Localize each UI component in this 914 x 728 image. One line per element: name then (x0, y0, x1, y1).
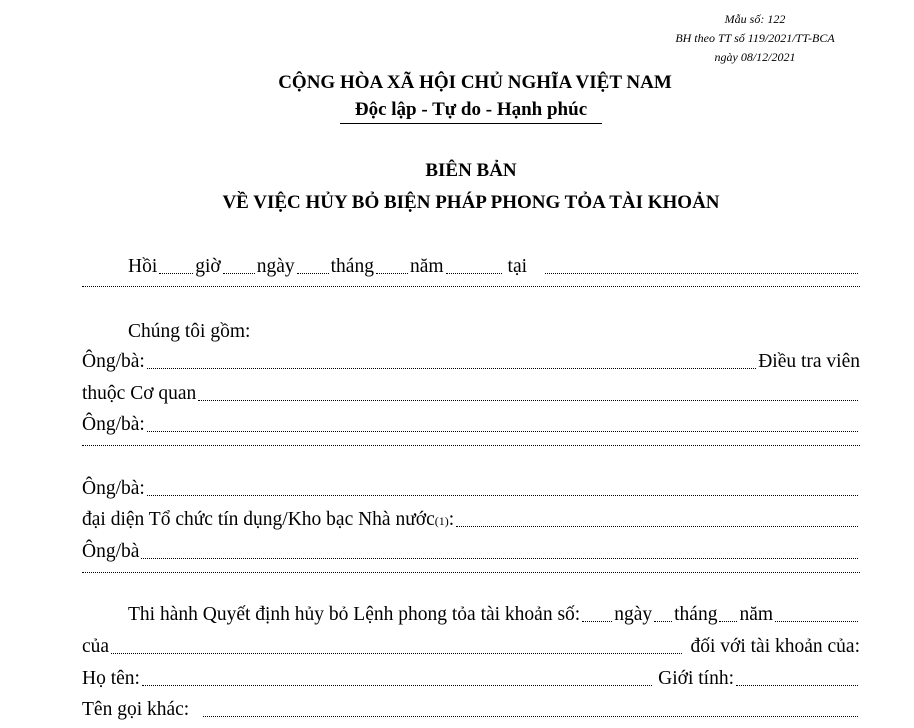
time-place-line (128, 257, 860, 277)
field-agency[interactable] (198, 399, 858, 401)
document-title: BIÊN BẢN (425, 160, 517, 181)
issuing-circular: BH theo TT số 119/2021/TT-BCA (675, 31, 835, 45)
label-tai: tại (507, 256, 528, 277)
field-person-3[interactable] (147, 494, 858, 496)
blank-line-3 (82, 574, 860, 576)
person-3-line (82, 479, 860, 499)
blank-line-1 (82, 288, 860, 290)
members-heading-text: Chúng tôi gồm: (128, 321, 251, 342)
blank-line-2 (82, 447, 860, 449)
field-person-2-cont[interactable] (82, 444, 860, 446)
label-dieu-tra-vien: Điều tra viên (758, 351, 860, 372)
field-gender[interactable] (736, 684, 858, 686)
motto-underline (340, 123, 602, 124)
field-minute[interactable] (223, 272, 255, 274)
field-decision-month[interactable] (719, 620, 737, 622)
field-investigator-name[interactable] (147, 367, 756, 369)
field-person-2[interactable] (147, 430, 858, 432)
field-decision-no[interactable] (582, 620, 612, 622)
label-ong-ba-3: Ông/bà: (82, 478, 145, 499)
agency-line (82, 384, 860, 404)
national-title: CỘNG HÒA XÃ HỘI CHỦ NGHĨA VIỆT NAM (278, 72, 672, 93)
label-colon: : (448, 509, 455, 530)
field-month[interactable] (376, 272, 408, 274)
field-person-4[interactable] (141, 557, 858, 559)
label-ngay-2: ngày (614, 604, 653, 625)
label-nam: năm (409, 256, 444, 277)
label-nam-2: năm (739, 604, 774, 625)
field-place[interactable] (545, 272, 858, 274)
field-day[interactable] (297, 272, 329, 274)
field-full-name[interactable] (142, 684, 652, 686)
field-person-4-cont[interactable] (82, 571, 860, 573)
label-ho-ten: Họ tên: (82, 668, 140, 689)
field-decision-year[interactable] (775, 620, 858, 622)
national-motto: Độc lập - Tự do - Hạnh phúc (354, 99, 588, 120)
label-thi-hanh: Thi hành Quyết định hủy bỏ Lệnh phong tỏa tài khoản số: (128, 604, 581, 625)
members-heading (128, 322, 250, 342)
field-year[interactable] (446, 272, 502, 274)
label-dai-dien: đại diện Tổ chức tín dụng/Kho bạc Nhà nước (82, 509, 435, 530)
label-gio: giờ (195, 256, 221, 277)
label-gioi-tinh: Giới tính: (658, 668, 734, 689)
label-doi-voi: đối với tài khoản của: (690, 636, 860, 657)
issuer-line (82, 637, 860, 657)
label-ong-ba-4: Ông/bà (82, 541, 140, 562)
field-representative[interactable] (456, 525, 858, 527)
label-hoi: Hồi (128, 256, 158, 277)
label-thang: tháng (330, 256, 374, 277)
label-cua: của (82, 636, 110, 657)
label-thuoc-co-quan: thuộc Cơ quan (82, 383, 197, 404)
circular-date: ngày 08/12/2021 (714, 50, 796, 64)
label-ngay: ngày (256, 256, 295, 277)
name-gender-line (82, 669, 860, 689)
footnote-ref-1: (1) (434, 514, 449, 528)
label-thang-2: tháng (674, 604, 718, 625)
form-number: Mẫu số: 122 (724, 12, 786, 26)
label-ong-ba-2: Ông/bà: (82, 414, 145, 435)
field-alias[interactable] (203, 715, 858, 717)
representative-line (82, 510, 860, 530)
label-ten-goi-khac: Tên gọi khác: (82, 699, 190, 720)
alias-line (82, 700, 860, 720)
investigator-line (82, 352, 860, 372)
field-decision-day[interactable] (654, 620, 672, 622)
person-2-line (82, 415, 860, 435)
decision-line (128, 605, 860, 625)
label-ong-ba: Ông/bà: (82, 351, 145, 372)
field-issuer[interactable] (111, 652, 682, 654)
person-4-line (82, 542, 860, 562)
field-hour[interactable] (159, 272, 193, 274)
document-subtitle: VỀ VIỆC HỦY BỎ BIỆN PHÁP PHONG TỎA TÀI KHOẢN (222, 192, 720, 213)
field-place-cont[interactable] (82, 285, 860, 287)
